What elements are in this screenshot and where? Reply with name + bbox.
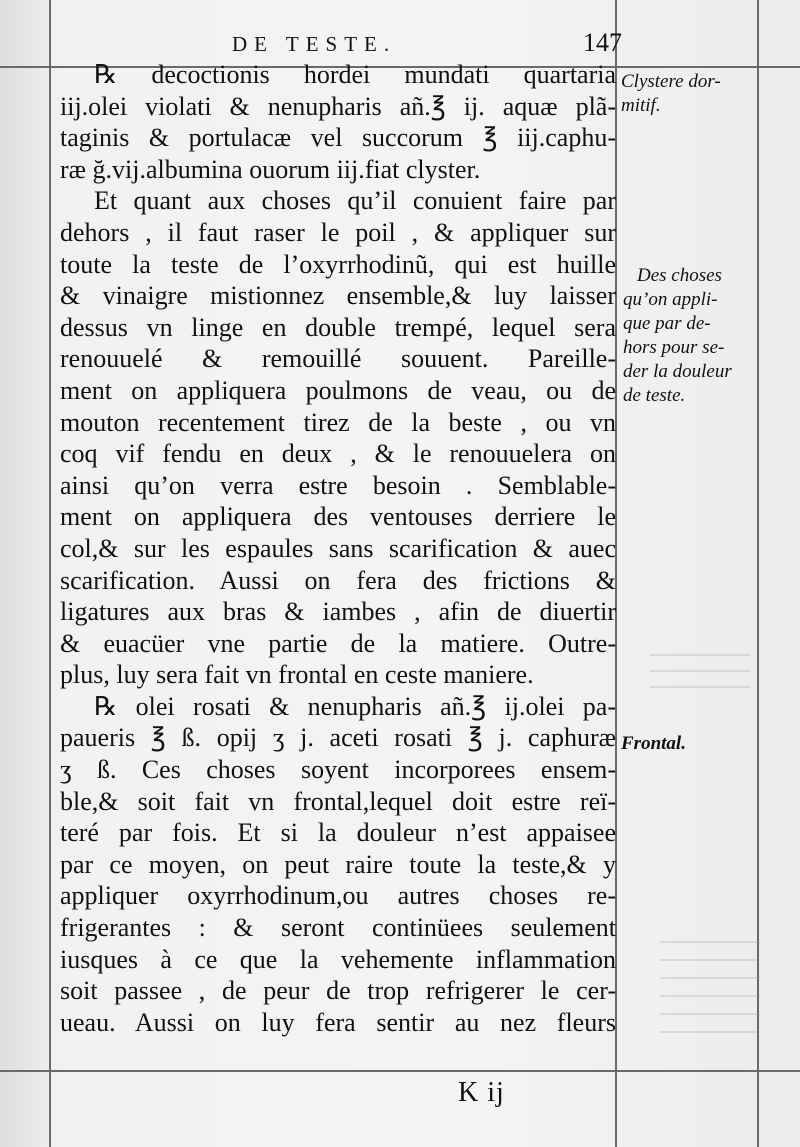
- text-line: col,& sur les espaules sans scarification & auec: [60, 533, 616, 563]
- text-line: & vinaigre mistionnez ensemble,& luy laisser: [60, 281, 616, 311]
- text-line: coq vif fendu en deux , & le renouuelera on: [60, 439, 616, 469]
- text-line: ligatures aux bras & iambes , afin de diuertir: [60, 597, 616, 627]
- margin-note-line: mitif.: [621, 95, 661, 116]
- bleed-through-ghost: [660, 925, 760, 1045]
- text-line: & euacüer vne partie de la matiere. Outre-: [60, 628, 616, 658]
- signature-mark: K ij: [458, 1077, 505, 1108]
- text-line: Et quant aux choses qu’il conuient faire par: [94, 186, 616, 216]
- margin-note-choses: [623, 264, 791, 408]
- margin-note-line: de teste.: [623, 385, 686, 406]
- text-line: taginis & portulacæ vel succorum ℥ iij.caphu-: [60, 123, 616, 153]
- page-number: 147: [583, 28, 622, 57]
- text-line: ℞ olei rosati & nenupharis añ.℥ ij.olei pa-: [94, 691, 616, 721]
- text-line: renouuelé & remouillé souuent. Pareille-: [60, 344, 616, 374]
- text-line: mouton recentement tirez de la beste , ou vn: [60, 407, 616, 437]
- text-line: teré par fois. Et si la douleur n’est appaisee: [60, 818, 616, 848]
- main-text-block: [60, 59, 616, 1038]
- text-line: ræ ğ.vij.albumina ouorum iij.fiat clyster.: [60, 154, 481, 184]
- text-line: ble,& soit fait vn frontal,lequel doit estre reï-: [60, 786, 616, 816]
- text-line: scarification. Aussi on fera des frictions &: [60, 565, 616, 595]
- text-line: paueris ℥ ß. opij ʒ j. aceti rosati ℥ j. caphuræ: [60, 723, 616, 753]
- text-line: iij.olei violati & nenupharis añ.℥ ij. aquæ plã-: [60, 91, 616, 121]
- text-line: appliquer oxyrrhodinum,ou autres choses re-: [60, 881, 616, 911]
- margin-note-line: Des choses: [637, 265, 722, 286]
- running-head-title: DE TESTE.: [232, 32, 397, 56]
- margin-note-line: que par de-: [623, 313, 711, 334]
- margin-note-line: Clystere dor-: [621, 71, 721, 92]
- text-line: ainsi qu’on verra estre besoin . Semblable-: [60, 470, 616, 500]
- text-line: ʒ ß. Ces choses soyent incorporees ensem-: [60, 755, 616, 785]
- margin-note-line: qu’on appli-: [623, 289, 718, 310]
- text-line: dessus vn linge en double trempé, lequel sera: [60, 312, 616, 342]
- bottom-rule-line: [0, 1070, 800, 1072]
- text-line: ment on appliquera poulmons de veau, ou de: [60, 375, 616, 405]
- text-line: iusques à ce que la vehemente inflammation: [60, 944, 616, 974]
- text-line: soit passee , de peur de trop refrigerer le cer-: [60, 976, 616, 1006]
- text-line: ueau. Aussi on luy fera sentir au nez fleurs: [60, 1007, 616, 1037]
- bleed-through-ghost: [650, 640, 750, 700]
- text-line: toute la teste de l’oxyrrhodinũ, qui est huille: [60, 249, 616, 279]
- margin-note-line: Frontal.: [621, 733, 686, 754]
- text-line: frigerantes : & seront continüees seulement: [60, 913, 616, 943]
- margin-note-line: hors pour se-: [623, 337, 725, 358]
- left-rule-line: [49, 0, 51, 1147]
- text-line: ℞ decoctionis hordei mundati quartaria: [94, 60, 616, 89]
- text-line: plus, luy sera fait vn frontal en ceste maniere.: [60, 660, 534, 690]
- margin-note-frontal: [621, 732, 789, 756]
- text-line: dehors , il faut raser le poil , & appliquer sur: [60, 217, 616, 247]
- running-head: [232, 28, 622, 62]
- margin-note-clystere: [621, 70, 789, 118]
- margin-note-line: der la douleur: [623, 361, 732, 382]
- text-line: par ce moyen, on peut raire toute la teste,& y: [60, 849, 616, 879]
- text-line: ment on appliquera des ventouses derriere le: [60, 502, 616, 532]
